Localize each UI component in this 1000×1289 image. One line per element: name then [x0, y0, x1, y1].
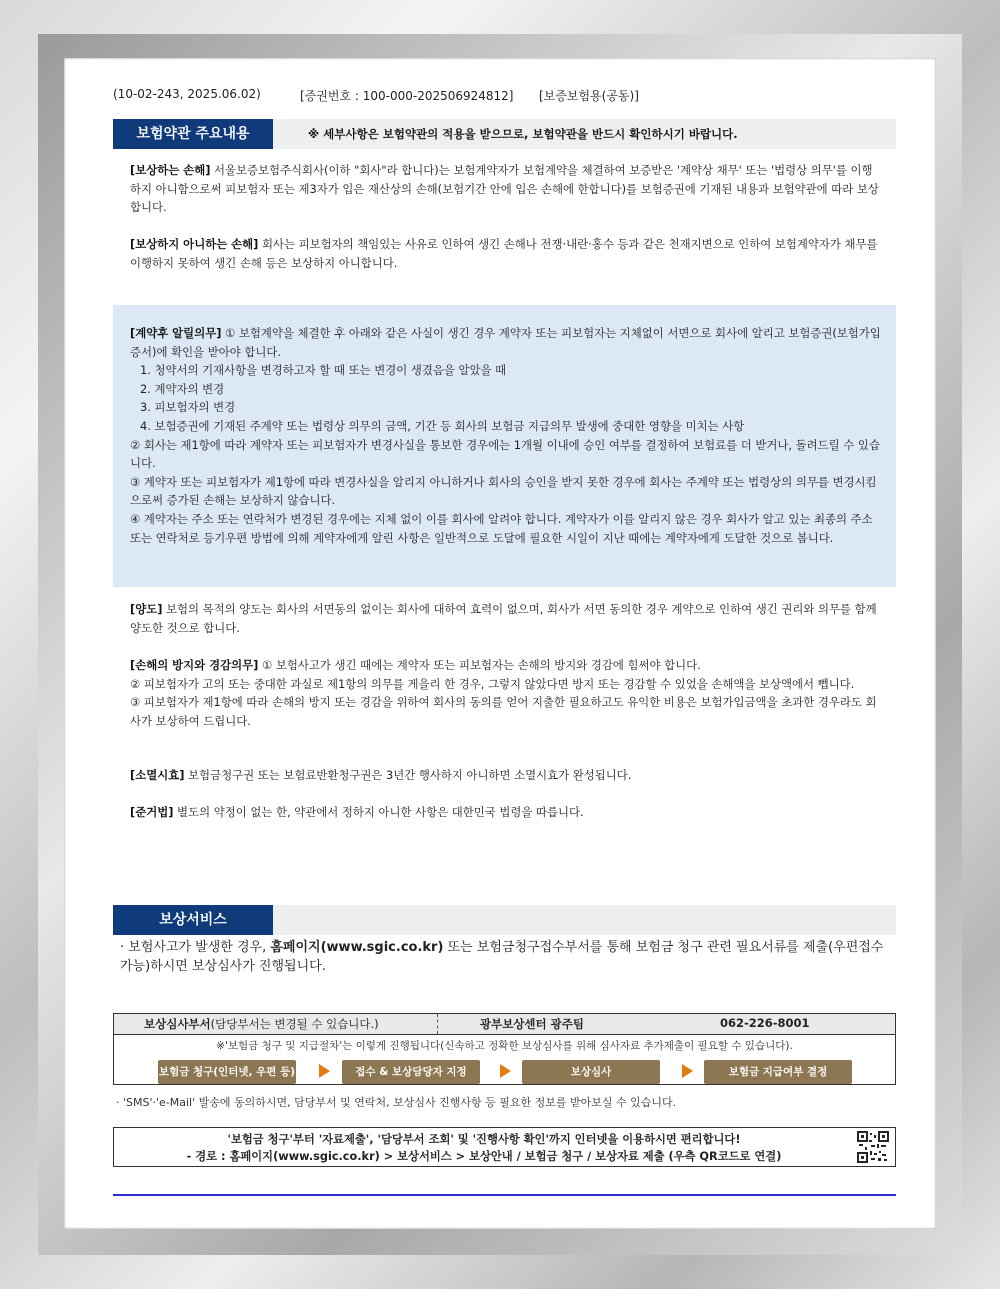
damage-prevention-text: ① 보험사고가 생긴 때에는 계약자 또는 피보험자는 손해의 방지와 경감에 힘써야 합니다. [258, 658, 701, 672]
department-row [114, 1014, 895, 1035]
online-guide-box [113, 1127, 896, 1167]
department-label: 보상심사부서 [144, 1017, 211, 1031]
document-page [64, 58, 936, 1229]
notice-clause-2: ② 회사는 제1항에 따라 계약자 또는 피보험자가 변경사실을 통보한 경우에는 1개월 이내에 승인 여부를 결정하여 보험료를 더 받거나, 돌려드릴 수 있습니다. [130, 437, 880, 471]
step-receipt: 접수 & 보상담당자 지정 [342, 1060, 480, 1084]
department-phone: 062-226-8001 [720, 1016, 810, 1030]
damage-prevention-paragraph [130, 656, 882, 730]
certificate-number: [증권번호 : 100-000-202506924812] [300, 89, 514, 103]
department-label-group [144, 1016, 379, 1032]
guide-line-2: - 경로 : 홈페이지(www.sgic.co.kr) > 보상서비스 > 보상안내 / 보험금 청구 / 보상자료 제출 (우측 QR코드로 연결) [186, 1150, 782, 1163]
service-description [120, 938, 890, 976]
notice-clause-4: ④ 계약자는 주소 또는 연락처가 변경된 경우에는 지체 없이 이를 회사에 알려야 합니다. 계약자가 이를 알리지 않은 경우 회사가 알고 있는 최종의 주소 또는 연락처로 등기우편 방법에 의해 계약자에게 알린 사항은 일반적으로 도달에 필요한 시일이 지난 때에는 계약자에게 도달한 것으로 봅니다. [130, 511, 873, 545]
step-review: 보상심사 [522, 1060, 660, 1084]
transfer-paragraph [130, 600, 882, 637]
service-text-prefix: · 보험사고가 발생한 경우, [120, 940, 271, 955]
service-text-suffix: 또는 보험금청구접수부서를 통해 보험금 청구 관련 필요서류를 제출(우편접수가능)하시면 보상심사가 진행됩니다. [120, 940, 884, 974]
governing-law-label: [준거법] [130, 805, 174, 819]
claims-department-box [113, 1013, 896, 1085]
sms-note: · 'SMS'·'e-Mail' 발송에 동의하시면, 담당부서 및 연락처, 보상심사 진행사항 등 필요한 정보를 받아보실 수 있습니다. [116, 1096, 677, 1109]
step-claim: 보험금 청구(인터넷, 우편 등) [158, 1060, 296, 1084]
damage-prevention-clause-3: ③ 피보험자가 제1항에 따라 손해의 방지 또는 경감을 위하여 회사의 동의를 얻어 지출한 필요하고도 유익한 비용은 보험가입금액을 초과한 경우라도 회사가 보상하여 드립니다. [130, 695, 877, 728]
department-name: 광부보상센터 광주팀 [480, 1017, 584, 1031]
damage-prevention-label: [손해의 방지와 경감의무] [130, 658, 259, 672]
transfer-label: [양도] [130, 602, 163, 616]
not-compensated-text: 회사는 피보험자의 책임있는 사유로 인하여 생긴 손해나 전쟁·내란·홍수 등과 같은 천재지변으로 인하여 보험계약자가 채무를 이행하지 못하여 생긴 손해 등은 보상하지 아니합니다. [130, 237, 878, 270]
terms-section-note: ※ 세부사항은 보험약관의 적용을 받으므로, 보험약관을 반드시 확인하시기 바랍니다. [308, 127, 738, 141]
limitation-paragraph [130, 766, 882, 785]
notice-duty-paragraph [130, 324, 882, 547]
arrow-right-icon [319, 1064, 330, 1078]
terms-section-title: 보험약관 주요내용 [113, 119, 273, 149]
arrow-right-icon [500, 1064, 511, 1078]
not-compensated-label: [보상하지 아니하는 손해] [130, 237, 259, 251]
governing-law-paragraph [130, 803, 882, 822]
notice-item: 3. 피보험자의 변경 [140, 400, 236, 415]
divider [437, 1014, 438, 1034]
certificate-type: [보증보험용(공동)] [539, 89, 639, 103]
limitation-label: [소멸시효] [130, 768, 185, 782]
damage-prevention-clause-2: ② 피보험자가 고의 또는 중대한 과실로 제1항의 의무를 게을리 한 경우, 그렇지 않았다면 방지 또는 경감할 수 있었을 손해액을 보상액에서 뺍니다. [130, 676, 855, 691]
step-decision: 보험금 지급여부 결정 [704, 1060, 852, 1084]
governing-law-text: 별도의 약정이 없는 한, 약관에서 정하지 아니한 사항은 대한민국 법령을 따릅니다. [173, 805, 584, 819]
limitation-text: 보험금청구권 또는 보험료반환청구권은 3년간 행사하지 아니하면 소멸시효가 완성됩니다. [184, 768, 632, 782]
notice-clause-3: ③ 계약자 또는 피보험자가 제1항에 따라 변경사실을 알리지 아니하거나 회사의 승인을 받지 못한 경우에 회사는 주계약 또는 법령상의 의무를 변경시킴으로써 증가된 손해는 보상하지 않습니다. [130, 474, 877, 508]
compensated-loss-paragraph [130, 161, 882, 217]
process-note: ※'보험금 청구 및 지급절차'는 이렇게 진행됩니다(신속하고 정확한 보상심사를 위해 심사자료 추가제출이 필요할 수 있습니다). [216, 1040, 793, 1052]
notice-duty-text: ① 보험계약을 체결한 후 아래와 같은 사실이 생긴 경우 계약자 또는 피보험자는 지체없이 서면으로 회사에 알리고 보험증권(보험가입증서)에 확인을 받아야 합니다. [130, 326, 881, 359]
transfer-text: 보험의 목적의 양도는 회사의 서면동의 없이는 회사에 대하여 효력이 없으며, 회사가 서면 동의한 경우 계약으로 인하여 생긴 권리와 의무를 함께 양도한 것으로 합니다. [130, 602, 877, 635]
compensated-loss-label: [보상하는 손해] [130, 163, 211, 177]
form-code: (10-02-243, 2025.06.02) [113, 87, 261, 101]
notice-item: 1. 청약서의 기재사항을 변경하고자 할 때 또는 변경이 생겼음을 알았을 때 [140, 363, 507, 378]
notice-duty-label: [계약후 알릴의무] [130, 326, 222, 340]
notice-item: 4. 보험증권에 기재된 주계약 또는 법령상 의무의 금액, 기간 등 회사의 보험금 지급의무 발생에 중대한 영향을 미치는 사항 [140, 418, 745, 433]
not-compensated-paragraph [130, 235, 882, 272]
homepage-link[interactable]: 홈페이지(www.sgic.co.kr) [270, 940, 444, 955]
bottom-rule [113, 1194, 896, 1196]
terms-section-header [113, 119, 896, 149]
department-note: (담당부서는 변경될 수 있습니다.) [210, 1017, 379, 1031]
service-section-header [113, 905, 896, 935]
compensated-loss-text: 서울보증보험주식회사(이하 "회사"라 합니다)는 보험계약자가 보험계약을 체결하여 보증받은 '계약상 채무' 또는 '법령상 의무'를 이행하지 아니함으로써 피보험자 또는 제3자가 입은 재산상의 손해(보험기간 안에 입은 손해에 한합니다)를 보험증권에 기재된 내용과 보험약관에 따라 보상합니다. [130, 163, 879, 215]
qr-code-icon[interactable] [857, 1131, 889, 1163]
notice-item: 2. 계약자의 변경 [140, 381, 225, 396]
guide-line-1: '보험금 청구'부터 '자료제출', '담당부서 조회' 및 '진행사항 확인'까지 인터넷을 이용하시면 편리합니다! [227, 1133, 741, 1146]
arrow-right-icon [682, 1064, 693, 1078]
service-section-title: 보상서비스 [113, 905, 273, 935]
